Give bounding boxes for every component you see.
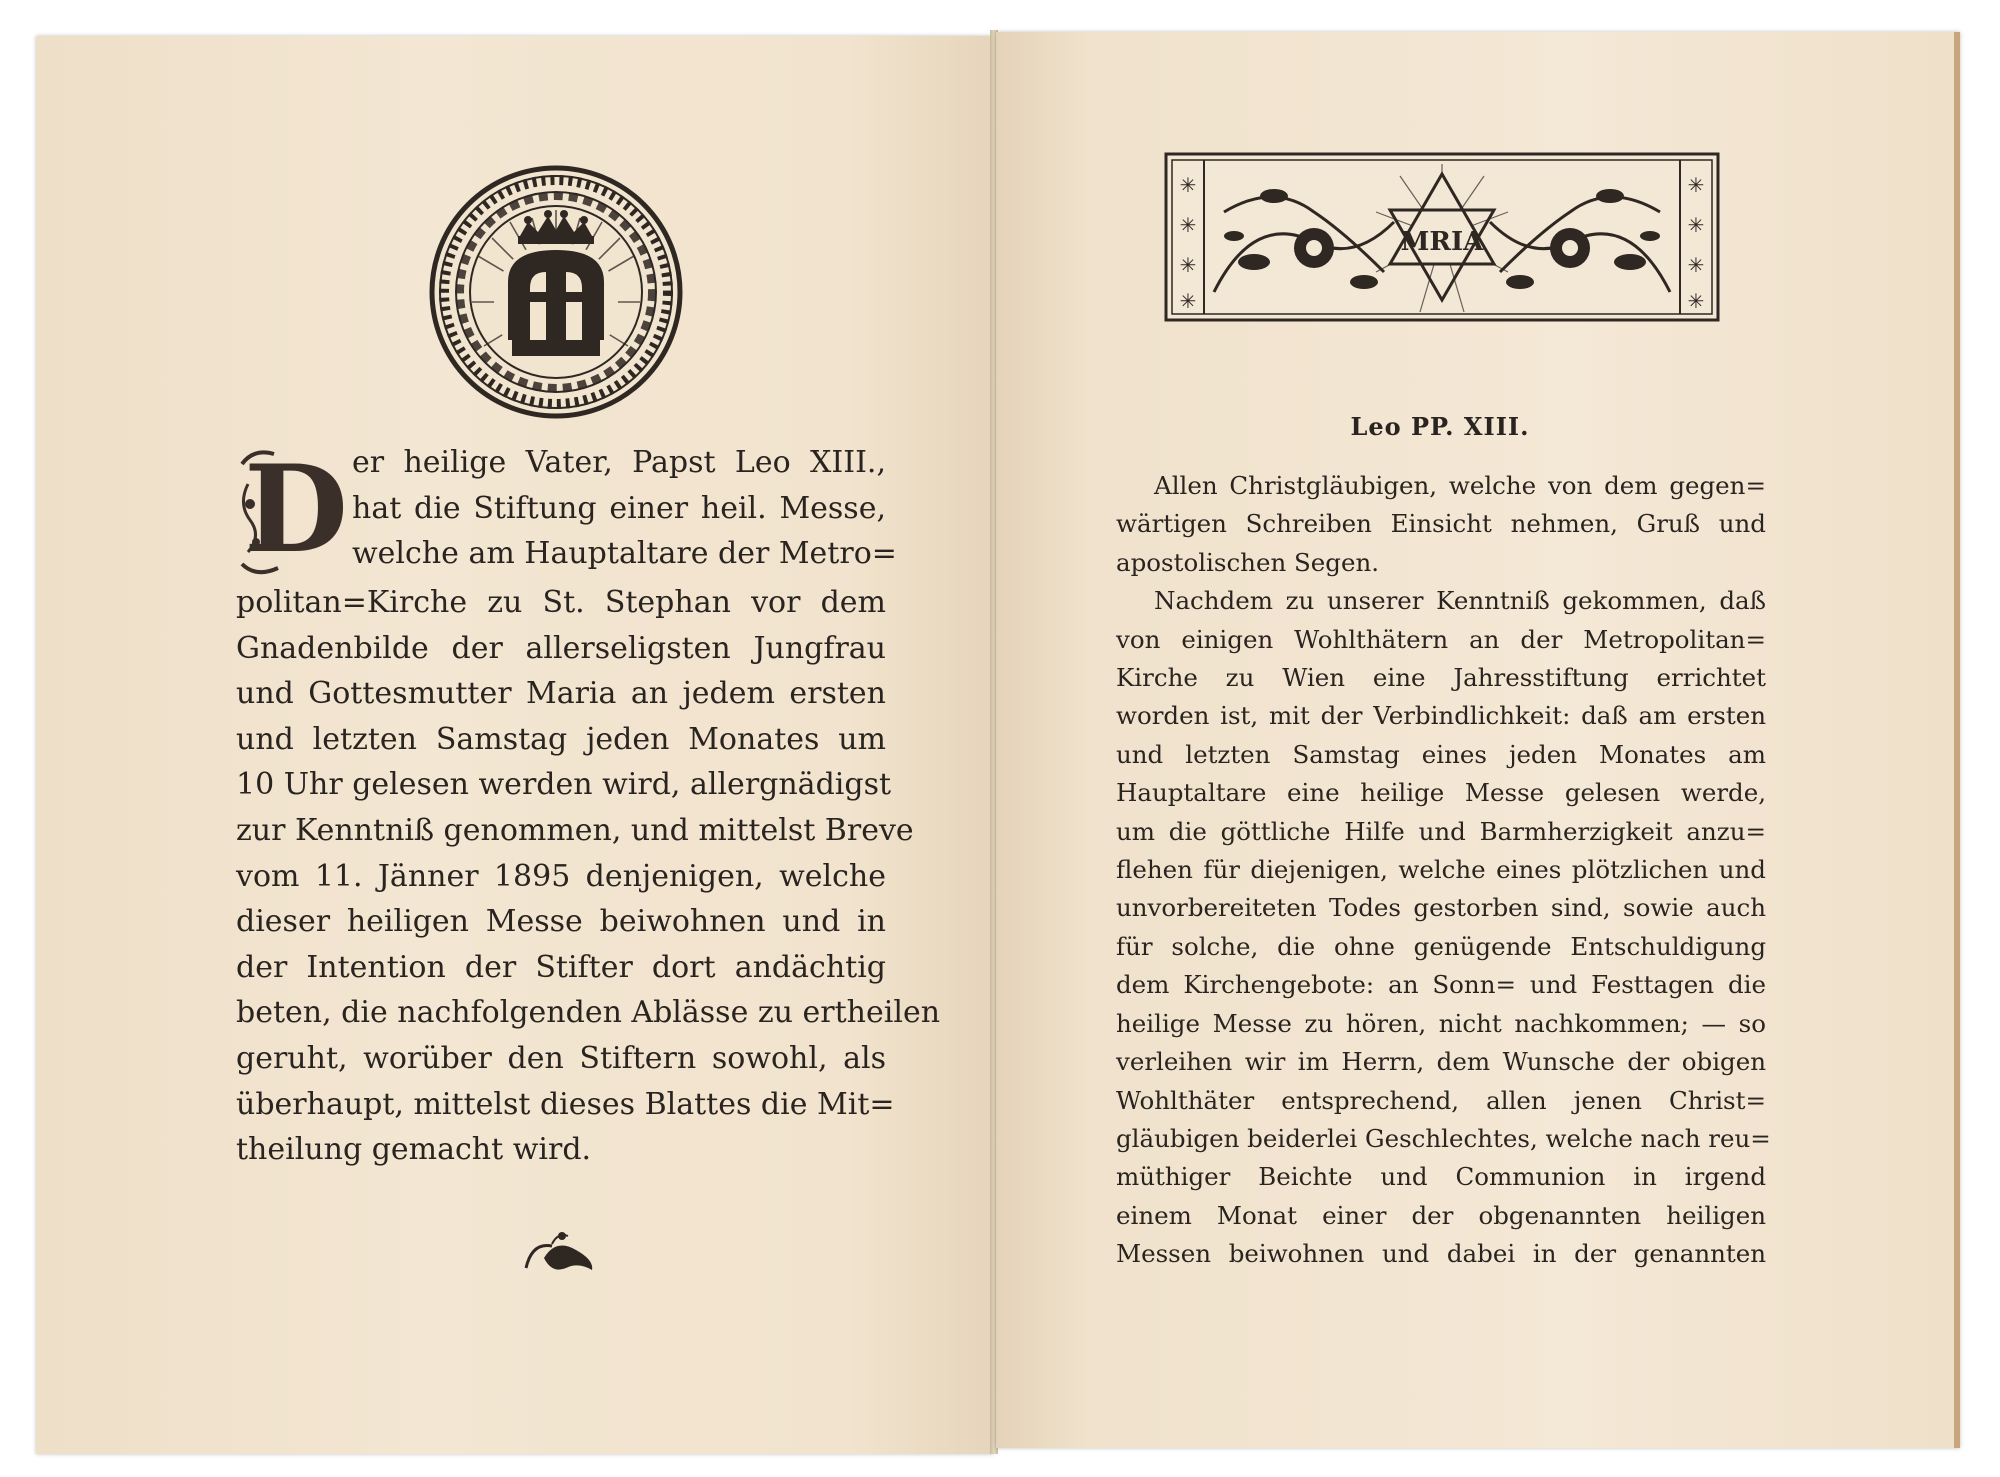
text-line: er heilige Vater, Papst Leo XIII.,	[352, 445, 886, 480]
text-line: zur Kenntniß genommen, und mittelst Breve	[236, 812, 914, 848]
svg-text:✳: ✳	[1687, 289, 1705, 313]
text-line: theilung gemacht wird.	[236, 1132, 592, 1168]
text-line: und Gottesmutter Maria an jedem ersten	[236, 676, 886, 712]
text-line: Nachdem zu unserer Kenntniß gekommen, daß	[1154, 586, 1766, 616]
svg-text:✳: ✳	[1687, 213, 1705, 237]
text-line: überhaupt, mittelst dieses Blattes die Mit=	[236, 1086, 895, 1122]
text-line: Allen Christgläubigen, welche von dem gegen=	[1154, 471, 1766, 500]
text-line: und letzten Samstag jeden Monates um	[236, 721, 886, 757]
seal-emblem	[428, 164, 684, 420]
text-line: müthiger Beichte und Communion in irgend	[1116, 1162, 1766, 1192]
svg-text:✳: ✳	[1179, 289, 1197, 313]
leaf-ornament	[522, 1228, 600, 1274]
text-line: 10 Uhr gelesen werden wird, allergnädigst	[236, 767, 892, 803]
text-line: verleihen wir im Herrn, dem Wunsche der obigen	[1116, 1047, 1766, 1077]
text-line: beten, die nachfolgenden Ablässe zu ertheilen	[236, 995, 941, 1031]
svg-text:✳: ✳	[1687, 173, 1705, 197]
text-line: worden ist, mit der Verbindlichkeit: daß am ersten	[1116, 701, 1766, 731]
text-line: einem Monat einer der obgenannten heiligen	[1116, 1200, 1766, 1230]
banner-monogram: MRIA	[1400, 227, 1484, 257]
text-line: geruht, worüber den Stiftern sowohl, als	[236, 1040, 886, 1076]
text-line: dieser heiligen Messe beiwohnen und in	[236, 904, 886, 940]
svg-text:✳: ✳	[1179, 173, 1197, 197]
text-line: der Intention der Stifter dort andächtig	[236, 949, 886, 985]
text-line: Gnadenbilde der allerseligsten Jungfrau	[236, 630, 886, 666]
text-line: wärtigen Schreiben Einsicht nehmen, Gruß und	[1116, 509, 1766, 539]
drop-cap-letter: D	[244, 439, 349, 580]
text-line: dem Kirchengebote: an Sonn= und Festtagen die	[1116, 970, 1766, 1000]
text-line: von einigen Wohlthätern an der Metropolitan=	[1116, 624, 1766, 654]
right-page-text	[1116, 467, 1771, 1274]
text-line: vom 11. Jänner 1895 denjenigen, welche	[236, 858, 886, 894]
page-heading: Leo PP. XIII.	[1350, 412, 1530, 441]
svg-text:✳: ✳	[1179, 213, 1197, 237]
text-line: Kirche zu Wien eine Jahresstiftung errichtet	[1116, 663, 1766, 693]
text-line: politan=Kirche zu St. Stephan vor dem	[236, 585, 886, 620]
text-line: apostolischen Segen.	[1116, 547, 1380, 577]
text-line: hat die Stiftung einer heil. Messe,	[352, 490, 886, 526]
marian-banner	[1164, 152, 1720, 322]
svg-text:✳: ✳	[1687, 253, 1705, 277]
text-line: und letzten Samstag eines jeden Monates am	[1116, 739, 1766, 769]
text-line: Messen beiwohnen und dabei in der genannten	[1116, 1239, 1766, 1269]
svg-text:✳: ✳	[1179, 253, 1197, 277]
text-line: um die göttliche Hilfe und Barmherzigkeit anzu=	[1116, 816, 1766, 846]
left-page-text	[236, 439, 941, 1173]
text-line: flehen für diejenigen, welche eines plötzlichen und	[1116, 855, 1766, 885]
text-line: Wohlthäter entsprechend, allen jenen Christ=	[1116, 1085, 1766, 1115]
text-line: unvorbereiteten Todes gestorben sind, sowie auch	[1116, 893, 1766, 923]
text-line: gläubigen beiderlei Geschlechtes, welche nach reu=	[1116, 1123, 1771, 1153]
text-line: Hauptaltare eine heilige Messe gelesen werde,	[1116, 778, 1766, 808]
drop-cap	[234, 439, 349, 580]
text-line: heilige Messe zu hören, nicht nachkommen; — so	[1116, 1008, 1766, 1038]
text-line: welche am Hauptaltare der Metro=	[352, 536, 897, 572]
text-line: für solche, die ohne genügende Entschuldigung	[1116, 931, 1766, 961]
